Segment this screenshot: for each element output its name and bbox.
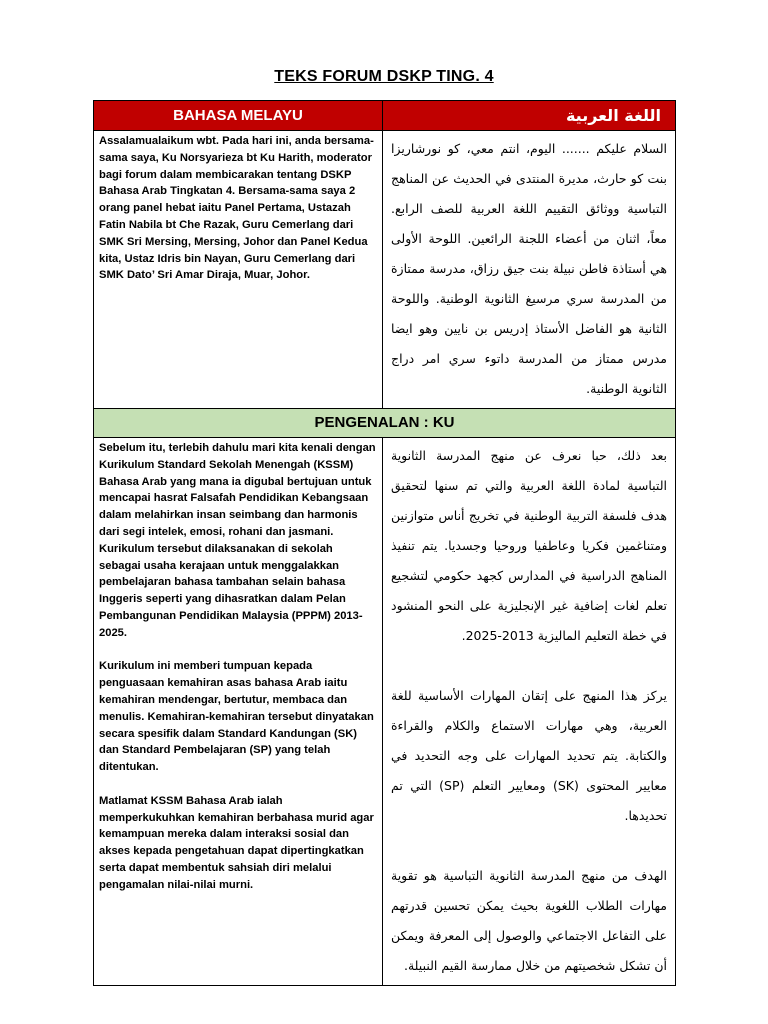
header-malay: BAHASA MELAYU — [94, 101, 383, 131]
section-row-ku — [94, 409, 676, 438]
table-header-row — [94, 101, 676, 131]
ku-arabic-paragraph-1: بعد ذلك، حبا نعرف عن منهج المدرسة الثانوية التباسية لمادة اللغة العربية والتي تم سنها لتحقيق هدف فلسفة التربية الوطنية في تخريج أناس متوازنين ومتناغمين فكريا وعاطفيا وروحيا وجسديا. يتم تنفيذ المناهج الدراسية في المدارس كجهد حكومي لتشجيع تعلم لغات إضافية غير الإنجليزية على النحو المنشود في خطة التعليم الماليزية 2013-2025. — [391, 448, 667, 643]
intro-malay-cell — [94, 131, 383, 409]
header-arabic: اللغة العربية — [383, 101, 676, 131]
ku-malay-paragraph-1: Sebelum itu, terlebih dahulu mari kita kenali dengan Kurikulum Standard Sekolah Menengah (KSSM) Bahasa Arab yang mana ia digubal bertujuan untuk mencapai hasrat Falsafah Pendidikan Kebangsaan dalam melahirkan insan seimbang dan harmonis dari segi intelek, emosi, rohani dan jasmani. Kurikulum tersebut dilaksanakan di sekolah sebagai usaha kerajaan untuk menggalakkan pembelajaran bahasa tambahan selain bahasa Inggeris seperti yang dihasratkan dalam Pelan Pembangunan Pendidikan Malaysia (PPPM) 2013-2025. — [99, 442, 376, 639]
forum-text-table — [93, 100, 676, 986]
intro-malay-text: Assalamualaikum wbt. Pada hari ini, anda bersama-sama saya, Ku Norsyarieza bt Ku Harith, moderator bagi forum dalam membicarakan tentang DSKP Bahasa Arab Tingkatan 4. Bersama-sama saya 2 orang panel hebat iaitu Panel Pertama, Ustazah Fatin Nabila bt Che Razak, Guru Cemerlang dari SMK Sri Mersing, Mersing, Johor dan Panel Kedua kita, Ustaz Idris bin Nayan, Guru Cemerlang dari SMK Dato’ Sri Amar Diraja, Muar, Johor. — [99, 135, 374, 282]
table-row-ku — [94, 438, 676, 986]
ku-malay-paragraph-3: Matlamat KSSM Bahasa Arab ialah memperkukuhkan kemahiran berbahasa murid agar kemampuan mereka dalam interaksi sosial dan akses kepada pengetahuan dapat dipertingkatkan serta dapat membentuk sahsiah diri melalui pengamalan nilai-nilai murni. — [99, 794, 374, 891]
section-heading-ku: PENGENALAN : KU — [94, 409, 676, 438]
intro-arabic-text: السلام عليكم ....... اليوم، انتم معي، كو نورشاريزا بنت كو حارث، مديرة المنتدى في الحديث عن المناهج التباسية ووثائق التقييم اللغة العربية للصف الرابع. معاً، اثنان من أعضاء اللجنة الرائعين. اللوحة الأولى هي أستاذة فاطن نبيلة بنت جيق رزاق، مدرسة ممتازة من المدرسة سري مرسيغ الثانوية الوطنية. واللوحة الثانية هو الفاضل الأستاذ إدريس بن نايين وهو ايضا مدرس ممتاز من المدرسة داتوء سري امر دراج الثانوية الوطنية. — [391, 141, 667, 396]
ku-arabic-paragraph-2: يركز هذا المنهج على إتقان المهارات الأساسية للغة العربية، وهي مهارات الاستماع والكلام والقراءة والكتابة. يتم تحديد المهارات على وجه التحديد في معايير المحتوى (SK) ومعايير التعلم (SP) التي تم تحديدها. — [391, 688, 668, 823]
ku-malay-cell — [94, 438, 383, 986]
table-row-intro — [94, 131, 676, 409]
ku-arabic-cell — [383, 438, 676, 986]
document-title: TEKS FORUM DSKP TING. 4 — [274, 68, 494, 85]
ku-malay-paragraph-2: Kurikulum ini memberi tumpuan kepada penguasaan kemahiran asas bahasa Arab iaitu kemahiran mendengar, bertutur, membaca dan menulis. Kemahiran-kemahiran tersebut dinyatakan secara spesifik dalam Standard Kandungan (SK) dan Standard Pembelajaran (SP) yang telah ditentukan. — [99, 660, 374, 774]
ku-arabic-paragraph-3: الهدف من منهج المدرسة الثانوية التباسية هو تقوية مهارات الطلاب اللغوية بحيث يمكن تحسين قدرتهم على التفاعل الاجتماعي والوصول إلى المعرفة ويمكن أن تشكل شخصيتهم من خلال ممارسة القيم النبيلة. — [391, 868, 667, 973]
intro-arabic-cell — [383, 131, 676, 409]
